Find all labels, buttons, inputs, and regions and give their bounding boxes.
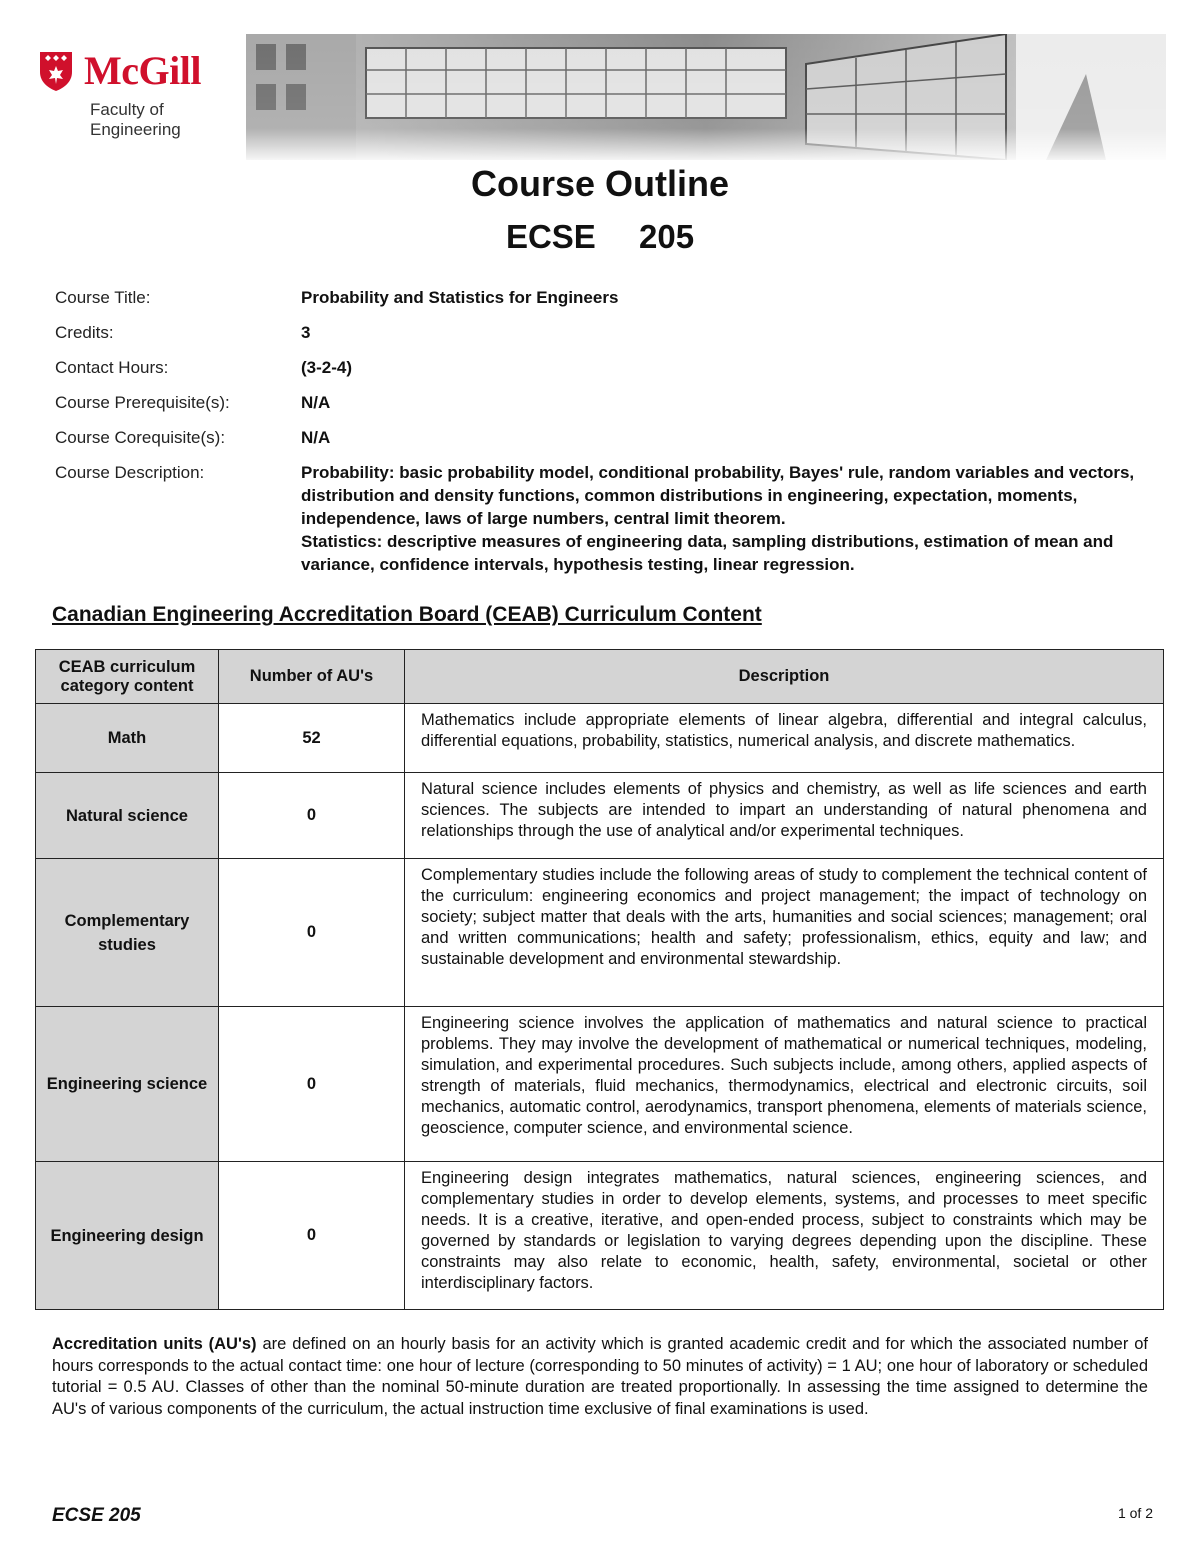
table-row (36, 773, 1164, 859)
info-value: N/A (301, 428, 331, 447)
description-cell: Complementary studies include the following areas of study to complement the technical content of the curriculum: engineering economics and project management; the impact of technology on society; subject matter that deals with the arts, humanities and social sciences; management; oral and written communications; health and safety; professionalism, ethics, equity and law; and sustainable development and environmental stewardship. (405, 859, 1164, 1007)
info-row-credits (55, 321, 1150, 344)
faculty-name: Faculty of Engineering (90, 100, 181, 139)
info-value: Probability and Statistics for Engineers (301, 288, 619, 307)
aus-cell: 0 (219, 1007, 405, 1162)
footer-course-code: ECSE 205 (52, 1505, 141, 1526)
table-header-row (36, 650, 1164, 704)
table-row (36, 1007, 1164, 1162)
info-row-title (55, 286, 1150, 309)
course-code: ECSE 205 (505, 218, 695, 255)
info-label: Course Prerequisite(s): (55, 393, 230, 412)
mcgill-crest-icon (38, 50, 74, 92)
page-number: 1 of 2 (1117, 1505, 1153, 1521)
course-info (55, 286, 1150, 588)
info-value: N/A (301, 393, 331, 412)
table-row (36, 1162, 1164, 1310)
aus-cell: 0 (219, 859, 405, 1007)
info-value: 3 (301, 323, 311, 342)
description-probability: Probability: basic probability model, conditional probability, Bayes' rule, random variables and vectors, distribution and density functions, common distributions in engineering, expectation, moments, independence, laws of large numbers, central limit theorem. (301, 463, 1135, 528)
category-cell: Math (36, 704, 219, 773)
description-cell: Engineering design integrates mathematics, natural sciences, engineering sciences, and complementary studies in order to develop elements, systems, and processes to meet specific needs. It is a creative, iterative, and open-ended process, subject to constraints which may be governed by standards or legislation to varying degrees depending upon the discipline. These constraints may also relate to economic, health, safety, environmental, societal or other interdisciplinary factors. (405, 1162, 1164, 1310)
brand-name: McGill (84, 48, 201, 93)
aus-cell: 0 (219, 1162, 405, 1310)
column-header-description: Description (405, 650, 1164, 704)
category-cell: Engineering science (36, 1007, 219, 1162)
course-description (301, 461, 1150, 576)
table-row (36, 704, 1164, 773)
column-header-aus: Number of AU's (219, 650, 405, 704)
description-cell: Engineering science involves the application of mathematics and natural science to practical problems. They may involve the development of mathematical or numerical techniques, modeling, simulation, and experimental procedures. Such subjects include, among others, applied aspects of strength of materials, fluid mechanics, thermodynamics, electrical and electronic circuits, soil mechanics, automatic control, aerodynamics, transport phenomena, elements of materials science, geoscience, computer science, and environmental science. (405, 1007, 1164, 1162)
ceab-section-heading: Canadian Engineering Accreditation Board (CEAB) Curriculum Content (52, 603, 762, 626)
building-banner-image (246, 34, 1166, 160)
info-row-description (55, 461, 1150, 576)
column-header-category: CEAB curriculum category content (36, 650, 219, 704)
info-label: Course Corequisite(s): (55, 428, 226, 447)
category-cell: Complementary studies (36, 859, 219, 1007)
info-label: Contact Hours: (55, 358, 169, 377)
info-row-prerequisite (55, 391, 1150, 414)
description-cell: Natural science includes elements of physics and chemistry, as well as life sciences and earth sciences. The subjects are intended to impart an understanding of natural phenomena and relationships through the use of analytical and/or experimental techniques. (405, 773, 1164, 859)
table-row (36, 859, 1164, 1007)
page-title: Course Outline (470, 163, 730, 204)
note-term: Accreditation units (AU's) (52, 1335, 257, 1353)
info-row-contact-hours (55, 356, 1150, 379)
category-cell: Engineering design (36, 1162, 219, 1310)
info-label: Course Description: (55, 463, 205, 482)
aus-cell: 52 (219, 704, 405, 773)
note-text: are defined on an hourly basis for an activity which is granted academic credit and for which the associated number of hours corresponds to the actual contact time: one hour of lecture (corresponding to 50 minutes of activity) = 1 AU; one hour of laboratory or scheduled tutorial = 0.5 AU. Classes of other than the nominal 50-minute duration are treated proportionally. In assessing the time assigned to determine the AU's of various components of the curriculum, the actual instruction time exclusive of final examinations is used. (52, 1335, 1148, 1418)
accreditation-note (52, 1334, 1148, 1420)
info-row-corequisite (55, 426, 1150, 449)
info-label: Credits: (55, 323, 114, 342)
description-statistics: Statistics: descriptive measures of engineering data, sampling distributions, estimation of mean and variance, confidence intervals, hypothesis testing, linear regression. (301, 532, 1114, 574)
description-cell: Mathematics include appropriate elements of linear algebra, differential and integral calculus, differential equations, probability, statistics, numerical analysis, and discrete mathematics. (405, 704, 1164, 773)
info-value: (3-2-4) (301, 358, 353, 377)
aus-cell: 0 (219, 773, 405, 859)
category-cell: Natural science (36, 773, 219, 859)
mcgill-logo (38, 48, 238, 139)
ceab-table (35, 649, 1164, 1310)
info-label: Course Title: (55, 288, 151, 307)
